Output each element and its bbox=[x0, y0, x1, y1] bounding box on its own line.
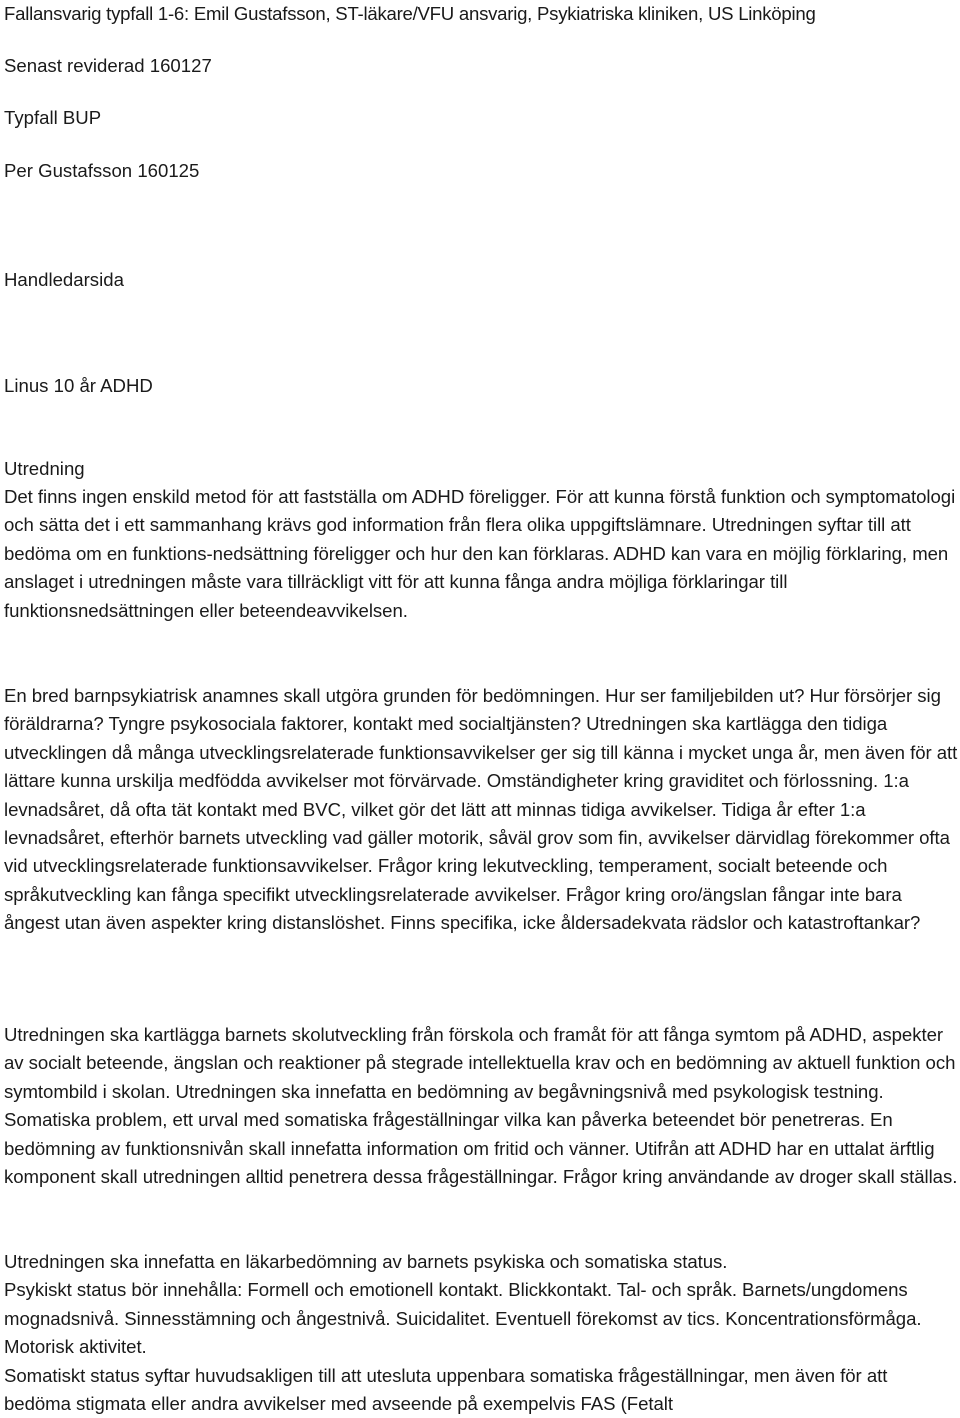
case-type: Typfall BUP bbox=[4, 107, 102, 128]
final-block bbox=[4, 1248, 959, 1418]
author-line: Per Gustafsson 160125 bbox=[4, 160, 200, 181]
status-intro: Utredningen ska innefatta en läkarbedömning av barnets psykiska och somatiska status. bbox=[4, 1251, 728, 1272]
somatic-status: Somatiskt status syftar huvudsakligen till att utesluta uppenbara somatiska frågeställningar, men även för att bedöma stigmata eller andra avvikelser med avseende på exempelvis FAS (Fetalt bbox=[4, 1364, 888, 1415]
responsible-line: Fallansvarig typfall 1-6: Emil Gustafsson, ST-läkare/VFU ansvarig, Psykiatriska kliniken, US Linköping bbox=[4, 3, 816, 24]
section-heading: Utredning bbox=[4, 458, 85, 479]
psychic-status: Psykiskt status bör innehålla: Formell och emotionell kontakt. Blickkontakt. Tal- och språk. Barnets/ungdomens mognadsnivå. Sinnesstämning och ångestnivå. Suicidalitet. Eventuell förekomst av tics. Koncentrationsförmåga. Motorisk aktivitet. bbox=[4, 1279, 922, 1358]
page-type: Handledarsida bbox=[4, 269, 124, 290]
paragraph-1: Det finns ingen enskild metod för att fastställa om ADHD föreligger. För att kunna förstå funktion och symptomatologi och sätta det i ett sammanhang krävs god information från flera olika uppgiftslämnare. Utredningen syftar till att bedöma om en funktions-nedsättning föreligger och hur den kan förklaras. ADHD kan vara en möjlig förklaring, men anslaget i utredningen måste vara tillräckligt vitt för att kunna fånga andra möjliga förklaringar till funktionsnedsättningen eller beteendeavvikelsen. bbox=[4, 486, 956, 621]
paragraph-3: Utredningen ska kartlägga barnets skolutveckling från förskola och framåt för att fånga symtom på ADHD, aspekter av socialt beteende, ängslan och reaktioner på stegrade intellektuella krav och en bedömning av aktuell funktion och symtombild i skolan. Utredningen ska innefatta en bedömning av begåvningsnivå med psykologisk testning. Somatiska problem, ett urval med somatiska frågeställningar vilka kan påverka beteendet bör penetreras. En bedömning av funktionsnivån skall innefatta information om fritid och vänner. Utifrån att ADHD har en uttalat ärftlig komponent skall utredningen alltid penetrera dessa frågeställningar. Frågor kring användande av droger skall ställas. bbox=[4, 1024, 958, 1188]
revised-date: Senast reviderad 160127 bbox=[4, 55, 212, 76]
case-title: Linus 10 år ADHD bbox=[4, 375, 153, 396]
paragraph-2: En bred barnpsykiatrisk anamnes skall utgöra grunden för bedömningen. Hur ser familjebilden ut? Hur försörjer sig föräldrarna? Tyngre psykosociala faktorer, kontakt med socialtjänsten? Utredningen ska kartlägga den tidiga utvecklingen då många utvecklingsrelaterade funktionsavvikelser ger sig till känna i mycket unga år, men även för att lättare kunna urskilja medfödda avvikelser mot förvärvade. Omständigheter kring graviditet och förlossning. 1:a levnadsåret, då ofta tät kontakt med BVC, vilket gör det lätt att minnas tidiga avvikelser. Tidiga år efter 1:a levnadsåret, efterhör barnets utveckling vad gäller motorik, såväl grov som fin, avvikelser därvidlag förekommer ofta vid utvecklingsrelaterade funktionsavvikelser. Frågor kring lekutveckling, temperament, socialt beteende och språkutveckling kan fånga specifikt utvecklingsrelaterade avvikelser. Frågor kring oro/ängslan fångar inte bara ångest utan även aspekter kring distanslöshet. Finns specifika, icke åldersadekvata rädslor och katastroftankar? bbox=[4, 685, 958, 934]
